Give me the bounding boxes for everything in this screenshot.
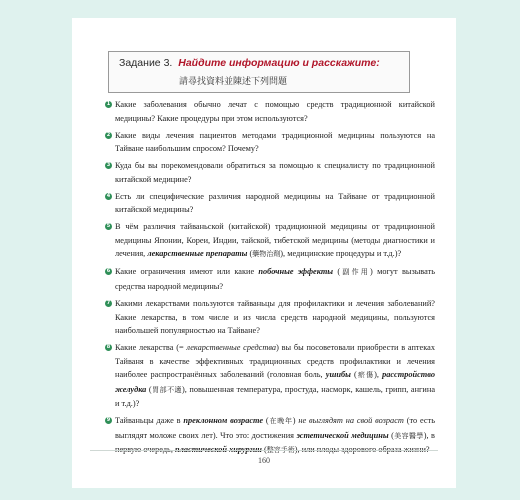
number-marker-icon: 9 <box>106 417 111 424</box>
number-marker-icon: 2 <box>106 131 111 138</box>
book-page <box>72 18 456 488</box>
task-number: Задание 3. <box>119 57 173 69</box>
question-item: 6 Какие ограничения имеют или какие побочные эффекты (副作用) могут вызывать средства народной медицины? <box>106 267 435 291</box>
question-item: 8 Какие лекарства (= лекарственные средства) вы бы посоветовали приобрести в аптеках Тайваня в качестве эффективных традиционных средств профилактики и лечения наиболее распространённых заболеваний (головная боль, ушибы (瘀傷), расстройство желудка (胃部不適), повышенная температура, простуда, насморк, кашель, грипп, ангина и т.д.)? <box>106 343 435 409</box>
number-marker-icon: 7 <box>106 300 111 307</box>
number-marker-icon: 1 <box>106 101 111 107</box>
footer-divider <box>90 450 438 451</box>
task-header-box <box>108 51 410 93</box>
number-marker-icon: 4 <box>106 192 111 199</box>
question-item: 4 Есть ли специфические различия народной медицины на Тайване от традиционной китайской медицины? <box>106 191 435 215</box>
task-subtitle-chinese: 請尋找資料並陳述下列問題 <box>179 77 288 87</box>
task-heading: Найдите информацию и расскажите: <box>178 57 380 69</box>
question-list <box>105 98 435 458</box>
task-title <box>119 57 380 69</box>
number-marker-icon: 8 <box>106 344 111 351</box>
question-item: 2 Какие виды лечения пациентов методами традиционной медицины пользуются на Тайване наибольшим спросом? Почему? <box>106 130 435 154</box>
question-item: 7 Какими лекарствами пользуются тайваньцы для профилактики и лечения заболеваний? Какие лекарства, в том числе и из числа средств народной медицины, пользуются наибольшей популярностью на Тайване? <box>106 299 435 336</box>
question-item: 9 Тайваньцы даже в преклонном возрасте (在晚年) не выглядят на свой возраст (то есть выглядят моложе своих лет). Что это: достижения эстетической медицины (美容醫學), в <box>106 416 435 440</box>
number-marker-icon: 5 <box>106 223 111 230</box>
number-marker-icon: 3 <box>106 162 111 169</box>
number-marker-icon: 6 <box>106 268 111 275</box>
question-item: 3 Куда бы вы порекомендовали обратиться за помощью к специалисту по традиционной китайской медицине? <box>106 161 435 184</box>
question-item: 5 В чём различия тайваньской (китайской) традиционной медицины от традиционной медицины Японии, Кореи, Индии, тайской, тибетской медицины (методы диагностики и лечения, лекарственные препараты (藥物治劑), медицинские процедуры и т.д.)? <box>106 222 435 259</box>
page-number: 160 <box>258 456 270 465</box>
question-item: 1 Какие заболевания обычно лечат с помощью средств традиционной китайской медицины? Какие процедуры при этом используются? <box>106 100 435 123</box>
